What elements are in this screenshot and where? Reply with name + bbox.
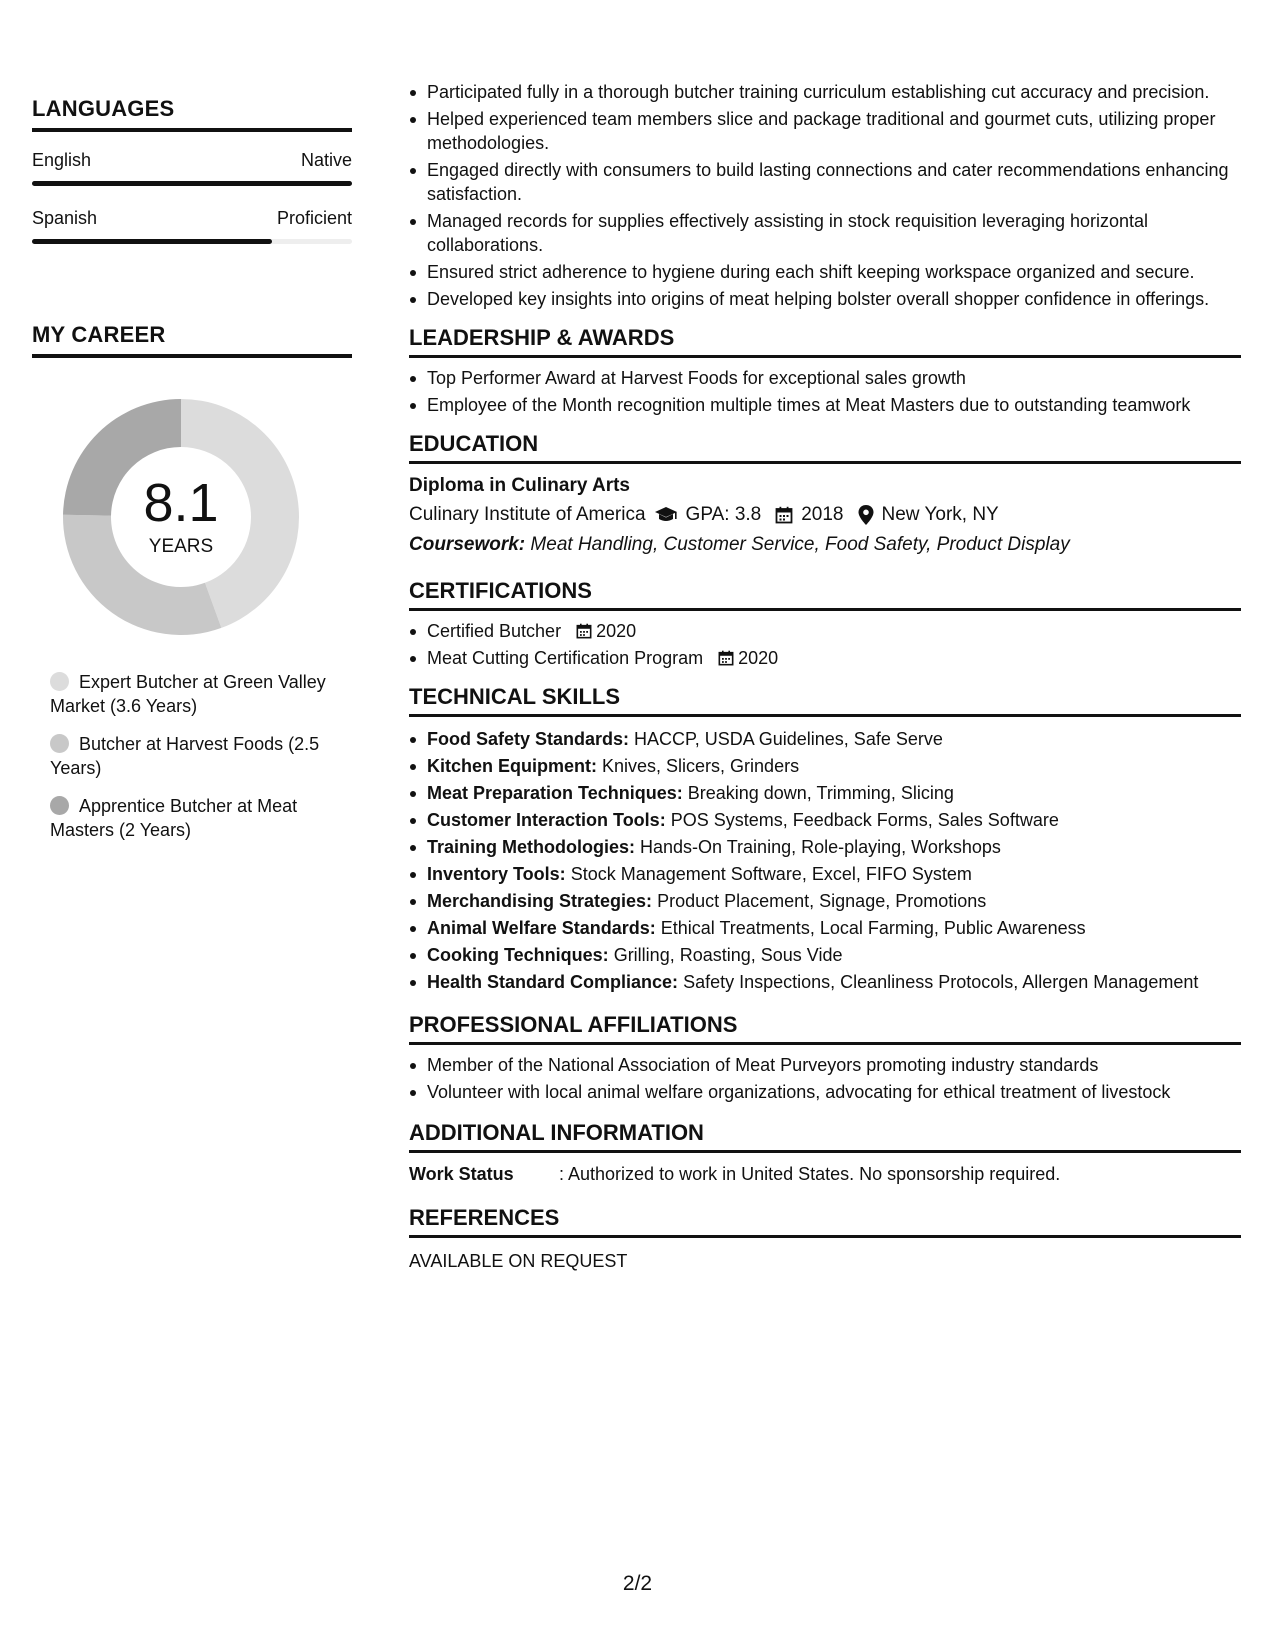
experience-bullet: Developed key insights into origins of meat helping bolster overall shopper confidence in offerings. (409, 287, 1241, 311)
language-item (32, 208, 352, 244)
experience-bullet: Ensured strict adherence to hygiene during each shift keeping workspace organized and secure. (409, 260, 1241, 284)
skill-label: Food Safety Standards: (427, 729, 630, 749)
skill-item (409, 835, 1241, 859)
education-coursework (409, 530, 1241, 560)
skill-value: Grilling, Roasting, Sous Vide (613, 945, 843, 965)
language-level-bar (32, 181, 352, 186)
skill-label: Inventory Tools: (427, 864, 566, 884)
legend-dot (50, 672, 69, 691)
skills-section (409, 684, 1241, 994)
calendar-icon (718, 650, 734, 666)
left-column (32, 96, 352, 856)
references-heading: REFERENCES (409, 1205, 1241, 1238)
skill-item (409, 862, 1241, 886)
certifications-section (409, 578, 1241, 670)
skills-heading: TECHNICAL SKILLS (409, 684, 1241, 717)
skill-value: Ethical Treatments, Local Farming, Public Awareness (660, 918, 1086, 938)
career-heading: MY CAREER (32, 322, 352, 358)
education-year: 2018 (801, 504, 844, 525)
career-total-unit: YEARS (148, 536, 214, 557)
career-donut-chart (56, 392, 306, 642)
skill-value: Breaking down, Trimming, Slicing (687, 783, 954, 803)
skill-item (409, 808, 1241, 832)
skill-item (409, 943, 1241, 967)
experience-bullets (409, 80, 1241, 311)
language-level-bar (32, 239, 352, 244)
skill-value: POS Systems, Feedback Forms, Sales Software (670, 810, 1059, 830)
career-legend (32, 670, 352, 842)
legend-label: Butcher at Harvest Foods (2.5 Years) (50, 734, 320, 778)
work-status-label: Work Status (409, 1164, 514, 1184)
certification-name: Certified Butcher (427, 621, 562, 641)
language-name: Spanish (32, 208, 98, 228)
skill-label: Meat Preparation Techniques: (427, 783, 683, 803)
languages-heading: LANGUAGES (32, 96, 352, 132)
coursework-label: Coursework: (409, 534, 526, 555)
experience-bullet: Participated fully in a thorough butcher training curriculum establishing cut accuracy and precision. (409, 80, 1241, 104)
skill-item (409, 916, 1241, 940)
coursework-list: Meat Handling, Customer Service, Food Safety, Product Display (530, 534, 1070, 555)
legend-item (50, 732, 340, 780)
affiliation-item: Member of the National Association of Meat Purveyors promoting industry standards (409, 1053, 1241, 1077)
education-degree: Diploma in Culinary Arts (409, 475, 630, 496)
language-level: Proficient (276, 208, 352, 228)
skill-value: Product Placement, Signage, Promotions (657, 891, 987, 911)
certification-year: 2020 (596, 621, 637, 641)
calendar-icon (775, 506, 793, 524)
skill-item (409, 970, 1241, 994)
additional-info-section (409, 1120, 1241, 1187)
legend-item (50, 794, 340, 842)
skill-value: Stock Management Software, Excel, FIFO System (570, 864, 972, 884)
education-gpa: GPA: 3.8 (685, 504, 762, 525)
language-name: English (32, 150, 92, 170)
leadership-section (409, 325, 1241, 417)
education-location: New York, NY (881, 504, 999, 525)
right-column (409, 80, 1241, 1274)
skill-label: Cooking Techniques: (427, 945, 609, 965)
page-number: 2/2 (622, 1572, 653, 1595)
certification-year: 2020 (738, 648, 779, 668)
affiliation-item: Volunteer with local animal welfare organizations, advocating for ethical treatment of livestock (409, 1080, 1241, 1104)
skill-label: Customer Interaction Tools: (427, 810, 666, 830)
award-item: Top Performer Award at Harvest Foods for exceptional sales growth (409, 366, 1241, 390)
education-details (409, 500, 1241, 530)
career-total-years: 8.1 (143, 473, 219, 533)
skill-item (409, 727, 1241, 751)
graduation-cap-icon (654, 506, 678, 524)
legend-dot (50, 734, 69, 753)
skill-value: Knives, Slicers, Grinders (602, 756, 800, 776)
experience-bullet: Engaged directly with consumers to build lasting connections and cater recommendations enhancing satisfaction. (409, 158, 1241, 206)
calendar-icon (576, 623, 592, 639)
skill-value: HACCP, USDA Guidelines, Safe Serve (634, 729, 943, 749)
work-status-value: : Authorized to work in United States. No sponsorship required. (559, 1164, 1061, 1184)
experience-bullet: Managed records for supplies effectively assisting in stock requisition leveraging horizontal collaborations. (409, 209, 1241, 257)
skill-label: Merchandising Strategies: (427, 891, 653, 911)
work-status-row (409, 1161, 1241, 1187)
leadership-heading: LEADERSHIP & AWARDS (409, 325, 1241, 358)
legend-label: Apprentice Butcher at Meat Masters (2 Years) (50, 796, 298, 840)
certifications-heading: CERTIFICATIONS (409, 578, 1241, 611)
affiliations-section (409, 1012, 1241, 1104)
certification-name: Meat Cutting Certification Program (427, 648, 704, 668)
skill-label: Training Methodologies: (427, 837, 635, 857)
skill-item (409, 889, 1241, 913)
experience-bullet: Helped experienced team members slice and package traditional and gourmet cuts, utilizing proper methodologies. (409, 107, 1241, 155)
skill-label: Animal Welfare Standards: (427, 918, 656, 938)
legend-dot (50, 796, 69, 815)
skill-label: Kitchen Equipment: (427, 756, 597, 776)
language-level-fill (32, 181, 352, 186)
additional-info-heading: ADDITIONAL INFORMATION (409, 1120, 1241, 1153)
language-item (32, 150, 352, 186)
language-level: Native (300, 150, 352, 170)
skill-label: Health Standard Compliance: (427, 972, 679, 992)
language-level-fill (32, 239, 272, 244)
skill-value: Hands-On Training, Role-playing, Workshops (640, 837, 1001, 857)
certification-item (409, 619, 1241, 643)
education-section (409, 431, 1241, 560)
affiliations-heading: PROFESSIONAL AFFILIATIONS (409, 1012, 1241, 1045)
education-school: Culinary Institute of America (409, 504, 646, 525)
education-heading: EDUCATION (409, 431, 1241, 464)
legend-item (50, 670, 340, 718)
award-item: Employee of the Month recognition multiple times at Meat Masters due to outstanding teamwork (409, 393, 1241, 417)
skill-item (409, 781, 1241, 805)
references-section (409, 1205, 1241, 1274)
legend-label: Expert Butcher at Green Valley Market (3.6 Years) (50, 672, 326, 716)
skill-item (409, 754, 1241, 778)
certification-item (409, 646, 1241, 670)
location-pin-icon (858, 505, 874, 525)
skill-value: Safety Inspections, Cleanliness Protocols, Allergen Management (683, 972, 1199, 992)
references-text: AVAILABLE ON REQUEST (409, 1251, 628, 1271)
